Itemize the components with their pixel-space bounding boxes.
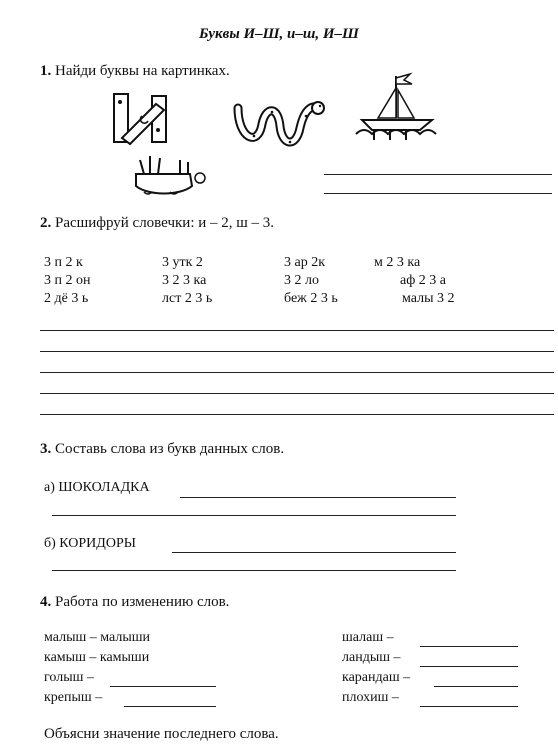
task-1-heading xyxy=(40,63,230,80)
word-answer-line[interactable] xyxy=(434,686,518,687)
task-3-item-a-answer-line[interactable] xyxy=(180,497,456,498)
page-title: Буквы И–Ш, и–ш, И–Ш xyxy=(199,26,359,42)
task-1-answer-line[interactable] xyxy=(324,193,552,194)
sailboat-picture xyxy=(352,70,442,148)
task-3-number: 3. xyxy=(40,441,52,457)
word-answer-line[interactable] xyxy=(420,666,518,667)
word-prompt: плохиш – xyxy=(342,690,399,705)
task-3-item-b-answer-line[interactable] xyxy=(52,570,456,571)
task-4-text: Работа по изменению слов. xyxy=(55,594,230,610)
task-2-text: Расшифруй словечки: и – 2, ш – 3. xyxy=(55,215,275,231)
cipher-word: беж 2 3 ь xyxy=(284,291,338,306)
word-answer-line[interactable] xyxy=(420,706,518,707)
task-3-item-a-answer-line[interactable] xyxy=(52,515,456,516)
cipher-word: 3 п 2 он xyxy=(44,273,91,288)
cipher-word: аф 2 3 а xyxy=(400,273,446,288)
task-2-number: 2. xyxy=(40,215,52,231)
task-2-answer-line[interactable] xyxy=(40,414,554,415)
cipher-word: малы 3 2 xyxy=(402,291,455,306)
word-answer-line[interactable] xyxy=(110,686,216,687)
footer-instruction: Объясни значение последнего слова. xyxy=(44,726,279,742)
word-prompt: шалаш – xyxy=(342,630,394,645)
letter-i-sticks-picture xyxy=(108,90,174,148)
cipher-word: 3 п 2 к xyxy=(44,255,83,270)
task-1-number: 1. xyxy=(40,63,52,79)
task-2-heading xyxy=(40,215,274,232)
cipher-word: лст 2 3 ь xyxy=(162,291,213,306)
word-answer-line[interactable] xyxy=(124,706,216,707)
task-3-text: Составь слова из букв данных слов. xyxy=(55,441,285,457)
snake-picture xyxy=(232,98,326,154)
task-2-answer-line[interactable] xyxy=(40,330,554,331)
task-2-answer-line[interactable] xyxy=(40,372,554,373)
task-3-item-b-answer-line[interactable] xyxy=(172,552,456,553)
task-1-answer-line[interactable] xyxy=(324,174,552,175)
cipher-word: 3 ар 2к xyxy=(284,255,326,270)
word-prompt: ландыш – xyxy=(342,650,401,665)
task-3-item-a: а) ШОКОЛАДКА xyxy=(44,480,150,495)
letter-figure-picture xyxy=(130,150,210,198)
task-3-heading xyxy=(40,441,284,458)
task-2-answer-line[interactable] xyxy=(40,351,554,352)
word-pair: камыш – камыши xyxy=(44,650,150,665)
cipher-word: 3 2 3 ка xyxy=(162,273,207,288)
cipher-word: 2 дё 3 ь xyxy=(44,291,89,306)
word-prompt: карандаш – xyxy=(342,670,411,685)
cipher-word: 3 2 ло xyxy=(284,273,319,288)
task-3-item-b: б) КОРИДОРЫ xyxy=(44,536,136,551)
word-prompt: крепыш – xyxy=(44,690,103,705)
task-1-text: Найди буквы на картинках. xyxy=(55,63,230,79)
task-4-heading xyxy=(40,594,229,611)
task-2-answer-line[interactable] xyxy=(40,393,554,394)
word-prompt: голыш – xyxy=(44,670,94,685)
task-4-number: 4. xyxy=(40,594,52,610)
word-pair: малыш – малыши xyxy=(44,630,151,645)
cipher-word: 3 утк 2 xyxy=(162,255,203,270)
word-answer-line[interactable] xyxy=(420,646,518,647)
cipher-word: м 2 3 ка xyxy=(374,255,421,270)
